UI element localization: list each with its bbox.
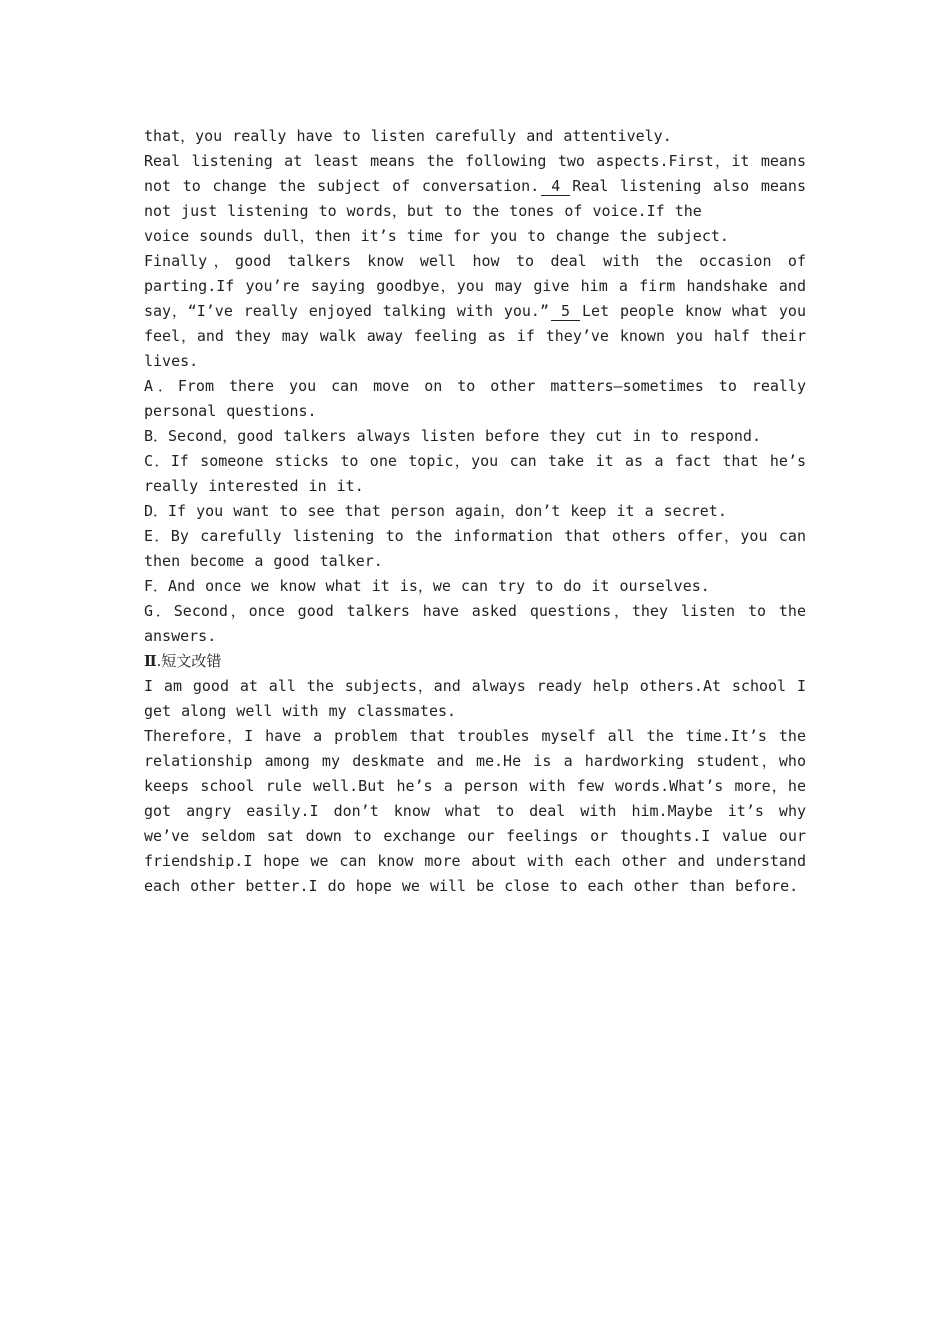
option-c: C．If someone sticks to one topic，you can take it as a fact that he’s really interested in it. [144, 452, 806, 495]
option-b: B．Second，good talkers always listen before they cut in to respond. [144, 427, 761, 445]
section2-numeral: Ⅱ [144, 652, 157, 670]
passage-para-aspects-text1: Real listening at least means the following two aspects.First，it means not to change the subject of conversation. [144, 152, 806, 195]
option-g: G．Second，once good talkers have asked questions，they listen to the answers. [144, 602, 806, 645]
option-a: A．From there you can move on to other matters—sometimes to really personal questions. [144, 377, 806, 420]
passage-para-finally-text2: Let people know what you feel，and they may walk away feeling as if they’ve known you half their lives. [144, 302, 806, 370]
section2-para1: I am good at all the subjects，and always ready help others.At school I get along well with my classmates. [144, 677, 806, 720]
section2-title: .短文改错 [156, 652, 222, 670]
passage-para-aspects [144, 149, 806, 224]
option-e: E．By carefully listening to the information that others offer，you can then become a good talker. [144, 527, 806, 570]
passage-para-aspects-text2: Real listening also means not just listening to words，but to the tones of voice.If the [144, 177, 806, 220]
section2-para2: Therefore，I have a problem that troubles myself all the time.It’s the relationship among my deskmate and me.He is a hardworking student，who keeps school rule well.But he’s a person with few words.What’s more，he got angry easily.I don’t know what to deal with him.Maybe it’s why we’ve seldom sat down to exchange our feelings or thoughts.I value our friendship.I hope we can know more about with each other and understand each other better.I do hope we will be close to each other than before. [144, 727, 806, 895]
passage-line-top: that，you really have to listen carefully and attentively. [144, 127, 672, 145]
passage-line-voice: voice sounds dull，then it’s time for you to change the subject. [144, 227, 729, 245]
section2-heading [144, 649, 806, 674]
passage-para-finally-text1: Finally，good talkers know well how to deal with the occasion of parting.If you’re saying goodbye，you may give him a firm handshake and say，“I’ve really enjoyed talking with you.” [144, 252, 806, 320]
option-f: F．And once we know what it is，we can try to do it ourselves. [144, 577, 710, 595]
option-d: D．If you want to see that person again，don’t keep it a secret. [144, 502, 727, 520]
document-page [144, 124, 806, 899]
passage-para-finally [144, 249, 806, 374]
blank-4: 4 [541, 177, 570, 196]
blank-5: 5 [551, 302, 580, 321]
